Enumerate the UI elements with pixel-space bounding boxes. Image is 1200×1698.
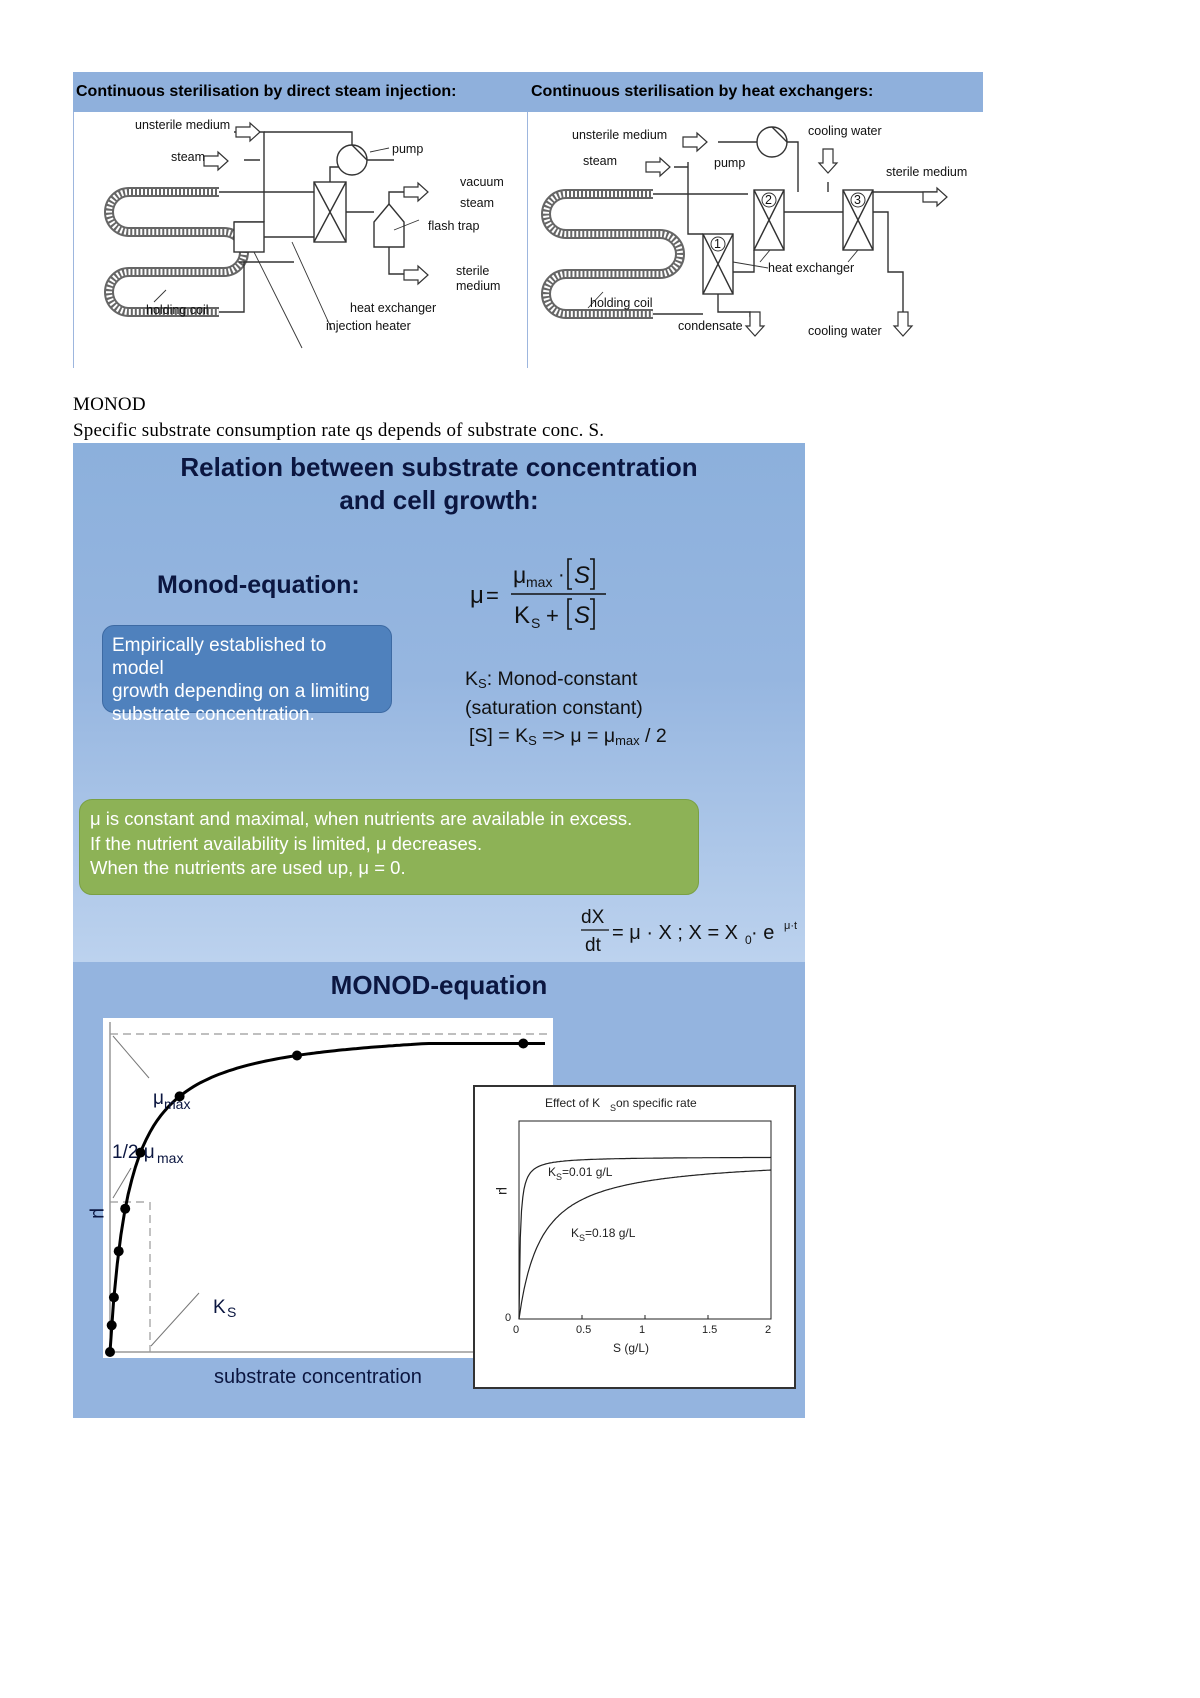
label-unsterile-medium-2: unsterile medium (572, 128, 668, 142)
label-pump-right: pump (714, 156, 746, 170)
formula-mumax: μ (513, 562, 527, 588)
growth-part1: = μ · X ; X = X (612, 922, 739, 944)
main-y-label: μ (88, 1208, 109, 1219)
mu-line-1: μ is constant and maximal, when nutrients are available in excess. (90, 808, 633, 829)
unsterile-medium-arrow-icon-2 (683, 133, 707, 151)
monod-equation-label: Monod-equation: (157, 571, 360, 599)
formula-ks: K (514, 602, 531, 629)
ks-001-label: K (548, 1165, 557, 1179)
main-x-label: substrate concentration (214, 1366, 422, 1388)
empirical-line-1: Empirically established to model (112, 635, 327, 679)
half-mumax-label: 1/2 μ (112, 1142, 155, 1163)
monod-data-point (114, 1246, 124, 1256)
formula-mu: μ (470, 582, 484, 609)
inset-title-rest: on specific rate (616, 1096, 697, 1110)
direct-steam-title: Continuous sterilisation by direct steam injection: (76, 83, 457, 100)
inset-x-tick-label: 2 (765, 1324, 772, 1336)
monod-chart-slide (73, 962, 805, 1418)
label-pump: pump (392, 142, 424, 156)
label-cooling-water-top: cooling water (808, 124, 882, 138)
sterile-medium-out-arrow-icon (923, 188, 947, 206)
empirical-note-box (102, 625, 392, 725)
ks-plot-label: K (213, 1297, 226, 1318)
ks-018-sub: S (579, 1233, 586, 1243)
half-mumax-sub: max (157, 1150, 184, 1166)
label-medium: medium (456, 279, 501, 293)
ks-018-label: K (571, 1226, 580, 1240)
inset-x-tick-label: 0 (513, 1324, 520, 1336)
growth-x0-sub: 0 (745, 933, 752, 947)
label-steam-2: steam (460, 196, 495, 210)
sterilisation-figure (73, 72, 983, 368)
formula-ks-sub: S (531, 615, 541, 631)
monod-data-point (120, 1204, 130, 1214)
relation-title-line1: Relation between substrate concentration (180, 452, 698, 482)
formula-dot: · (558, 564, 565, 586)
holding-coil-shape (109, 192, 244, 312)
growth-dx: dX (581, 907, 605, 928)
monod-formula (468, 553, 628, 633)
label-steam-right: steam (583, 154, 618, 168)
mu-line-2: If the nutrient availability is limited, μ decreases. (90, 832, 483, 854)
inset-frame (519, 1121, 771, 1319)
consumption-rate-sentence: Specific substrate consumption rate qs depends of substrate conc. S. (73, 420, 605, 441)
cooling-water-out-arrow-icon (894, 312, 912, 336)
mumax-label: μ (153, 1088, 164, 1109)
steam-arrow-icon-2 (646, 158, 670, 176)
growth-part2: · e (751, 922, 775, 944)
ks-rel-max: max (615, 733, 640, 748)
growth-equation (579, 903, 805, 959)
ks-symbol-sub: S (478, 676, 487, 691)
label-vacuum: vacuum (460, 175, 504, 189)
relation-slide (73, 443, 805, 962)
mumax-label-sub: max (164, 1096, 191, 1112)
empirical-line-2: growth depending on a limiting (112, 681, 370, 702)
ks-001-sub: S (556, 1172, 563, 1182)
formula-s-bottom: S (574, 602, 591, 629)
ks-018-curve (519, 1170, 771, 1319)
ks-rel-part-b: => μ = μ (536, 725, 616, 747)
label-injection-heater: injection heater (326, 319, 411, 333)
ks-saturation-constant: (saturation constant) (465, 697, 643, 719)
inset-x-label: S (g/L) (613, 1341, 650, 1355)
sterile-medium-arrow-icon (404, 266, 428, 284)
label-flash-trap: flash trap (428, 219, 480, 233)
label-sterile-medium: sterile medium (886, 165, 968, 179)
label-holding-coil-right: holding coil (590, 296, 653, 310)
vacuum-steam-arrow-icon (404, 183, 428, 201)
direct-steam-header (73, 72, 527, 112)
relation-slide-title (73, 451, 805, 517)
label-hx-3: 3 (854, 193, 861, 207)
label-steam: steam (171, 150, 206, 164)
ks-001-rest: =0.01 g/L (562, 1165, 613, 1179)
inset-title-sub: S (610, 1103, 617, 1113)
label-condensate: condensate (678, 319, 743, 333)
ks-rel-part-a: [S] = K (469, 725, 529, 747)
inset-x-tick-label: 1 (639, 1324, 646, 1336)
label-sterile: sterile (456, 264, 490, 278)
label-heat-exchanger-right: heat exchanger (768, 261, 855, 275)
condensate-arrow-icon (746, 312, 764, 336)
monod-data-point (105, 1347, 115, 1357)
monod-data-point (109, 1292, 119, 1302)
inset-y-label: μ (496, 1187, 512, 1196)
empirical-line-3: substrate concentration. (112, 704, 315, 725)
ks-symbol: K (465, 668, 479, 690)
direct-steam-diagram (73, 112, 526, 368)
ks-relation (469, 725, 667, 748)
label-cooling-water-bottom: cooling water (808, 324, 882, 338)
mu-behaviour-box (79, 799, 699, 895)
monod-heading: MONOD (73, 394, 146, 415)
mu-line-3: When the nutrients are used up, μ = 0. (90, 857, 406, 878)
label-holding-coil: holding coil (146, 303, 209, 317)
ks-effect-plot (475, 1087, 794, 1387)
inset-x-tick-label: 0.5 (576, 1324, 592, 1336)
growth-exponent: μ·t (784, 920, 798, 932)
direct-steam-schematic (74, 112, 526, 368)
ks-monod-constant: : Monod-constant (486, 668, 638, 690)
formula-max-sub: max (526, 574, 553, 590)
label-hx-2: 2 (765, 193, 772, 207)
monod-data-point (518, 1039, 528, 1049)
ks-effect-inset (473, 1085, 796, 1389)
unsterile-medium-arrow-icon (236, 123, 260, 141)
monod-data-point (107, 1320, 117, 1330)
label-heat-exchanger: heat exchanger (350, 301, 437, 315)
formula-s-top: S (574, 562, 591, 589)
ks-definition (465, 667, 643, 720)
ks-plot-sub: S (227, 1304, 237, 1320)
heat-exchanger-schematic (528, 112, 984, 368)
inset-y0-label: 0 (505, 1312, 512, 1324)
heat-exchanger-header (527, 72, 983, 112)
ks-rel-part-c: / 2 (639, 725, 667, 747)
steam-arrow-icon (204, 152, 228, 170)
heat-exchanger-diagram (527, 112, 984, 368)
formula-equals: = (486, 583, 499, 608)
cooling-water-in-arrow-icon (819, 149, 837, 173)
relation-title-line2: and cell growth: (339, 485, 539, 515)
monod-data-point (292, 1051, 302, 1061)
label-hx-1: 1 (714, 237, 721, 251)
heat-exchanger-title: Continuous sterilisation by heat exchangers: (531, 83, 874, 100)
inset-x-tick-label: 1.5 (702, 1324, 718, 1336)
ks-018-rest: =0.18 g/L (585, 1226, 636, 1240)
ks-rel-sub: S (528, 733, 537, 748)
inset-title: Effect of K (545, 1096, 601, 1110)
growth-dt: dt (585, 935, 601, 956)
label-unsterile-medium: unsterile medium (135, 118, 231, 132)
formula-plus: + (546, 603, 559, 628)
monod-chart-title: MONOD-equation (330, 970, 548, 1000)
